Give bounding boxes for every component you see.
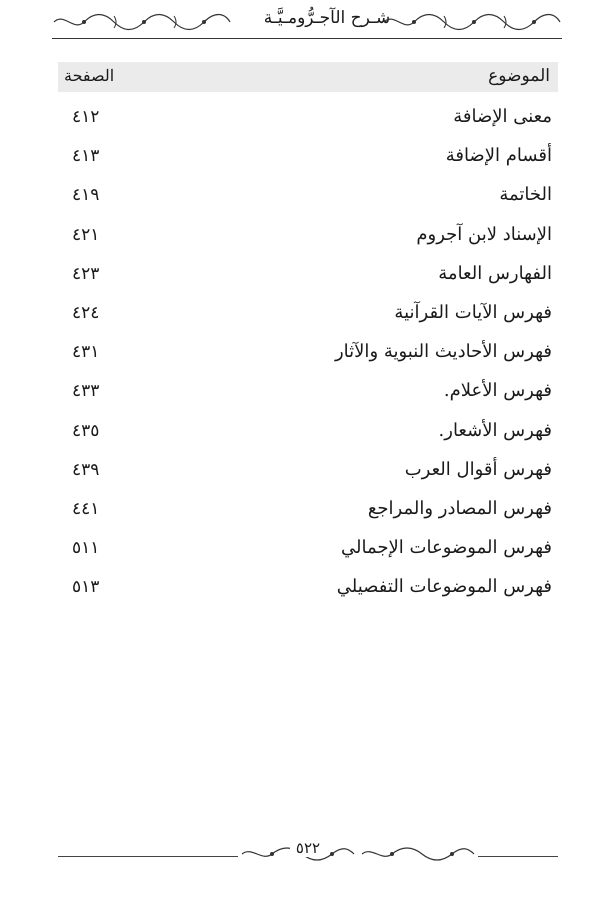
toc-row bbox=[58, 535, 558, 574]
running-title: شـرح الآجـرُّومـيَّـة bbox=[263, 8, 391, 28]
toc-topic: فهرس الموضوعات التفصيلي bbox=[336, 576, 552, 598]
toc-row bbox=[58, 496, 558, 535]
toc-row bbox=[58, 143, 558, 182]
toc-row bbox=[58, 182, 558, 221]
toc-page: ٤٣٩ bbox=[72, 459, 100, 480]
column-header-bar bbox=[58, 62, 558, 92]
toc-topic: أقسام الإضافة bbox=[445, 145, 552, 167]
column-header-page: الصفحة bbox=[64, 66, 115, 85]
toc-topic: فهرس الآيات القرآنية bbox=[394, 301, 552, 323]
column-header-topic: الموضوع bbox=[488, 66, 550, 86]
toc-page: ٤٢١ bbox=[72, 224, 100, 245]
toc-page: ٤١٩ bbox=[72, 185, 100, 206]
header-rule bbox=[52, 38, 562, 39]
toc-topic: فهرس الأحاديث النبوية والآثار bbox=[334, 341, 552, 363]
toc-row bbox=[58, 222, 558, 261]
toc-row bbox=[58, 261, 558, 300]
toc-topic: معنى الإضافة bbox=[453, 106, 552, 127]
toc-topic: فهرس أقوال العرب bbox=[404, 458, 552, 480]
toc-page: ٥١١ bbox=[72, 538, 100, 559]
header-ornament-left-icon bbox=[52, 10, 232, 34]
toc-page: ٤١٢ bbox=[72, 107, 100, 127]
page-header bbox=[52, 4, 562, 40]
toc-row bbox=[58, 418, 558, 457]
toc-page: ٤٢٣ bbox=[72, 263, 100, 284]
toc-topic: الإسناد لابن آجروم bbox=[416, 223, 552, 245]
page-footer bbox=[58, 836, 558, 866]
toc-page: ٥١٣ bbox=[72, 577, 100, 598]
toc-page: ٤٤١ bbox=[72, 498, 100, 519]
toc-topic: فهرس الموضوعات الإجمالي bbox=[341, 537, 552, 559]
toc-list bbox=[58, 104, 558, 613]
toc-page: ٤١٣ bbox=[72, 146, 100, 167]
toc-topic: الفهارس العامة bbox=[438, 262, 552, 284]
toc-row bbox=[58, 574, 558, 613]
toc-topic: الخاتمة bbox=[499, 184, 552, 206]
page-number bbox=[58, 839, 558, 857]
page-number-text: ٥٢٢ bbox=[290, 839, 326, 857]
toc-row bbox=[58, 457, 558, 496]
header-ornament-right-icon bbox=[382, 10, 562, 34]
toc-row bbox=[58, 104, 558, 143]
toc-topic: فهرس الأشعار. bbox=[438, 419, 552, 441]
toc-topic: فهرس الأعلام. bbox=[443, 380, 552, 402]
toc-row bbox=[58, 378, 558, 417]
toc-page: ٤٣٥ bbox=[72, 420, 100, 441]
toc-page: ٤٢٤ bbox=[72, 302, 100, 323]
toc-topic: فهرس المصادر والمراجع bbox=[367, 497, 552, 519]
toc-page: ٤٣٣ bbox=[72, 381, 100, 402]
toc-row bbox=[58, 339, 558, 378]
toc-page: ٤٣١ bbox=[72, 342, 100, 363]
toc-row bbox=[58, 300, 558, 339]
